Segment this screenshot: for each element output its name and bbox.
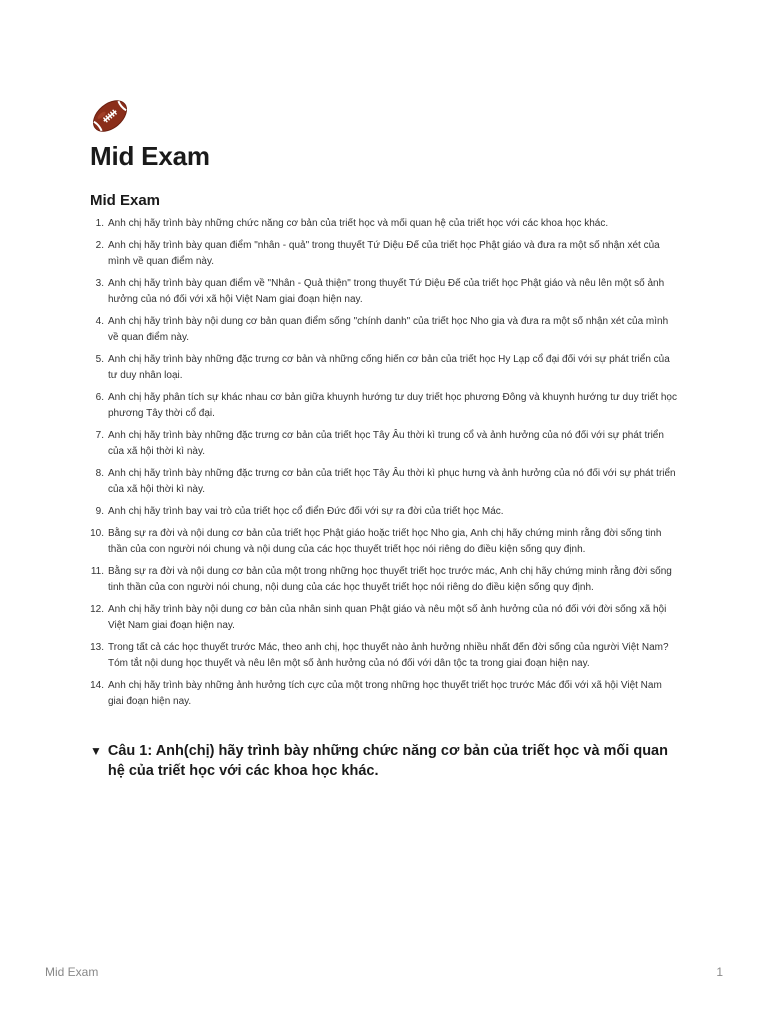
- list-item-number: 12.: [90, 604, 104, 615]
- list-item-number: 2.: [95, 240, 104, 251]
- list-item-number: 1.: [95, 218, 104, 229]
- list-item: [90, 504, 680, 520]
- list-item-text: Anh chị hãy trình bày nội dung cơ bản của nhân sinh quan Phật giáo và nêu một số ảnh hưởng của nó đối với đời sống xã hội Việt Nam giai đoạn hiện nay.: [108, 604, 667, 631]
- list-item-text: Bằng sự ra đời và nội dung cơ bản của triết học Phật giáo hoặc triết học Nho gia, Anh chị hãy chứng minh rằng đời sống tinh thần của con người nói chung và nội dung của các học thuyết triết học nói riêng do điều kiện sống quy định.: [108, 528, 662, 555]
- list-item: [90, 564, 680, 596]
- triangle-down-icon[interactable]: ▼: [90, 744, 102, 758]
- page-content: [90, 96, 680, 781]
- list-item-text: Trong tất cả các học thuyết trước Mác, theo anh chị, học thuyết nào ảnh hưởng nhiều nhất đến đời sống của người Việt Nam? Tóm tắt nội dung học thuyết và nêu lên một số ảnh hưởng của nó đối với dân tộc ta trong giai đoạn hiện nay.: [108, 642, 669, 669]
- list-item-number: 13.: [90, 642, 104, 653]
- american-football-icon: [90, 96, 130, 136]
- page-title: Mid Exam: [90, 141, 210, 171]
- list-item-number: 7.: [95, 430, 104, 441]
- list-item-text: Anh chị hãy trình bày những ảnh hưởng tích cực của một trong những học thuyết triết học trước Mác đối với xã hội Việt Nam giai đoạn hiện nay.: [108, 680, 662, 707]
- list-item: [90, 238, 680, 270]
- list-item: [90, 678, 680, 710]
- list-item-text: Anh chị hãy trình bày những đặc trưng cơ bản của triết học Tây Âu thời kì phục hưng và ảnh hưởng của nó đối với sự phát triển của xã hội thời kì này.: [108, 468, 676, 495]
- list-item-number: 8.: [95, 468, 104, 479]
- toggle-heading-text: Câu 1: Anh(chị) hãy trình bày những chức năng cơ bản của triết học và mối quan hệ của triết học với các khoa học khác.: [107, 743, 668, 779]
- list-item-text: Anh chị hãy trình bày những đặc trưng cơ bản của triết học Tây Âu thời kì trung cổ và ảnh hưởng của nó đối với sự phát triển của xã hội thời kì này.: [108, 430, 664, 457]
- question-list: [90, 216, 680, 710]
- list-item: [90, 640, 680, 672]
- list-item-number: 14.: [90, 680, 104, 691]
- list-item-text: Anh chị hãy trình bày nội dung cơ bản quan điểm sống "chính danh" của triết học Nho gia và đưa ra một số nhận xét của mình về quan điểm này.: [108, 316, 669, 343]
- list-item-number: 4.: [95, 316, 104, 327]
- list-item-number: 10.: [90, 528, 104, 539]
- list-item: [90, 352, 680, 384]
- list-item: [90, 390, 680, 422]
- list-item: [90, 314, 680, 346]
- list-item-text: Anh chị hãy phân tích sự khác nhau cơ bản giữa khuynh hướng tư duy triết học phương Đông và khuynh hướng tư duy triết học phương Tây thời cổ đại.: [108, 392, 677, 419]
- list-item-text: Anh chị hãy trình bày quan điểm về "Nhân - Quả thiện" trong thuyết Tứ Diệu Đế của triết học Phật giáo và nêu lên một số ảnh hưởng của nó đối với xã hội Việt Nam giai đoạn hiện nay.: [108, 278, 665, 305]
- list-item-text: Anh chị hãy trình bay vai trò của triết học cổ điển Đức đối với sự ra đời của triết học Mác.: [108, 506, 504, 517]
- list-item: [90, 466, 680, 498]
- list-item: [90, 526, 680, 558]
- list-item-text: Anh chị hãy trình bày quan điểm "nhân - quả" trong thuyết Tứ Diệu Đế của triết học Phật giáo và đưa ra một số nhận xét của mình về quan điểm này.: [108, 240, 660, 267]
- list-item: [90, 276, 680, 308]
- list-item: [90, 602, 680, 634]
- list-item-number: 9.: [95, 506, 104, 517]
- list-item-text: Bằng sự ra đời và nội dung cơ bản của một trong những học thuyết triết học trước mác, Anh chị hãy chứng minh rằng đời sống tinh thần của con người nói chung, nội dung của các học thuyết triết học nói riêng do điều kiện sống quy định.: [108, 566, 672, 593]
- list-item: [90, 216, 680, 232]
- list-item-number: 11.: [90, 566, 104, 577]
- footer-title: Mid Exam: [45, 965, 99, 979]
- toggle-question-1[interactable]: [90, 741, 680, 781]
- list-item: [90, 428, 680, 460]
- list-item-number: 5.: [95, 354, 104, 365]
- section-heading: Mid Exam: [90, 192, 161, 209]
- list-item-number: 6.: [95, 392, 104, 403]
- list-item-text: Anh chị hãy trình bày những chức năng cơ bản của triết học và mối quan hệ của triết học với các khoa học khác.: [108, 218, 609, 229]
- list-item-text: Anh chị hãy trình bày những đặc trưng cơ bản và những cống hiến cơ bản của triết học Hy Lạp cổ đại đối với sự phát triển của tư duy nhân loại.: [108, 354, 670, 381]
- page-number: 1: [716, 965, 723, 979]
- list-item-number: 3.: [95, 278, 104, 289]
